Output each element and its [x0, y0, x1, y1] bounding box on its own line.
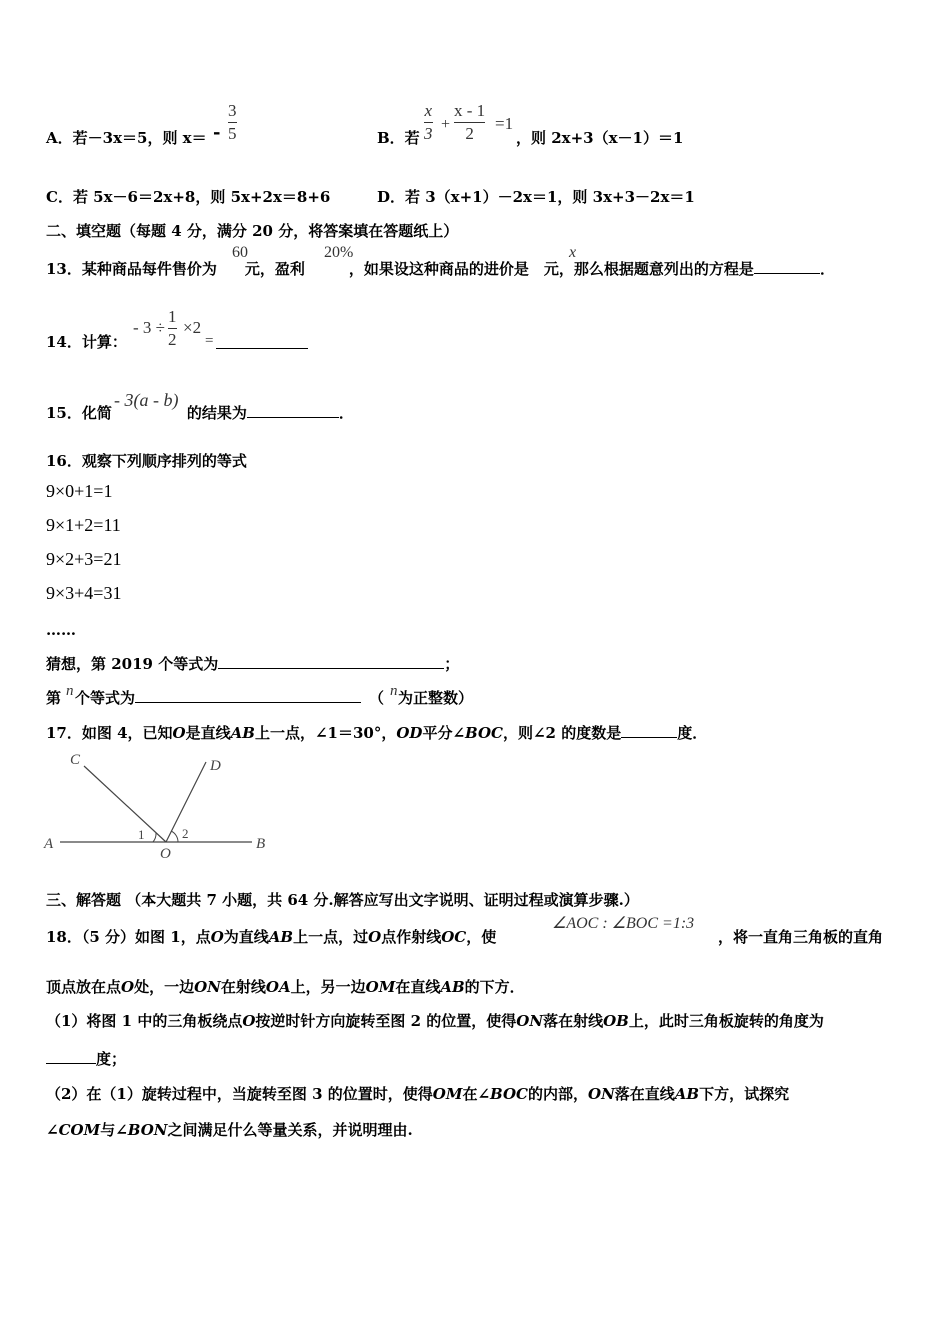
- q12-option-a-fraction: 3 5: [228, 101, 237, 143]
- figure-4-diagram: [40, 750, 280, 865]
- q16-equation-4: 9×3+4=31: [46, 583, 122, 603]
- label-c: C: [70, 752, 81, 768]
- question-18-part-1: （1）将图 1 中的三角板绕点O按逆时针方向旋转至图 2 的位置，使得ON落在射线OB上，此时三角板旋转的角度为: [46, 1012, 824, 1030]
- q17-answer-blank[interactable]: [621, 723, 677, 738]
- label-d: D: [210, 758, 221, 774]
- q13-answer-blank[interactable]: [754, 259, 820, 274]
- q12-option-a-minus: -: [213, 122, 221, 143]
- q12-option-b-fraction-1: x 3: [424, 101, 433, 143]
- question-13: 13．某种商品每件售价为 元，盈利 ，如果设这种商品的进价是 元，那么根据题意列出的方程是 ．: [46, 260, 835, 278]
- question-18-line-1: 18．（5 分）如图 1，点O为直线AB上一点，过O点作射线OC，使: [46, 928, 497, 946]
- q16-equation-1: 9×0+1=1: [46, 481, 113, 501]
- q13-profit-rate: 20%: [324, 244, 354, 261]
- question-18-line-1-end: ，将一直角三角板的直角: [718, 928, 884, 946]
- q14-expression-right: ×2: [183, 318, 202, 337]
- q12-option-d: D．若 3（x+1）－2x＝1，则 3x+3－2x＝1: [377, 188, 695, 206]
- q13-price: 60: [232, 244, 248, 261]
- question-18-part-2-cont: ∠COM与∠BON之间满足什么等量关系，并说明理由.: [46, 1121, 413, 1139]
- question-18-line-2: 顶点放在点O处，一边ON在射线OA上，另一边OM在直线AB的下方．: [46, 978, 525, 996]
- angle-1-arc: [153, 833, 156, 842]
- label-a: A: [44, 836, 54, 852]
- q12-option-c: C．若 5x－6＝2x+8，则 5x+2x＝8+6: [46, 188, 331, 206]
- q16-guess-blank[interactable]: [218, 654, 444, 669]
- q16-nth: 第 个等式为 （ 为正整数）: [46, 689, 474, 707]
- q18-part-1-blank[interactable]: [46, 1049, 96, 1064]
- label-o: O: [160, 846, 171, 862]
- question-17: 17．如图 4，已知O是直线AB上一点，∠1＝30°，OD平分∠BOC，则∠2 的度数是 度．: [46, 724, 708, 742]
- ray-oc: [84, 766, 166, 842]
- q12-option-a: A．若－3x＝5，则 x＝: [46, 129, 207, 147]
- q16-equation-2: 9×1+2=11: [46, 515, 121, 535]
- q12-option-b-conclusion: ，则 2x+3（x－1）＝1: [516, 129, 684, 147]
- q14-equals: =: [205, 333, 214, 349]
- q12-option-b-equals: =1: [495, 114, 514, 133]
- q13-variable-x: x: [569, 244, 577, 261]
- q16-guess: 猜想，第 2019 个等式为 ；: [46, 655, 460, 673]
- question-18-part-2: （2）在（1）旋转过程中，当旋转至图 3 的位置时，使得OM在∠BOC的内部，ON落在直线AB下方，试探究: [46, 1085, 790, 1103]
- question-18-part-1-answer: 度；: [46, 1049, 126, 1069]
- q18-angle-ratio: ∠AOC : ∠BOC =1:3: [552, 915, 695, 932]
- q12-option-b: B．若: [377, 129, 420, 147]
- q14-expression-left: - 3 ÷: [133, 318, 165, 337]
- q16-n-variable-2: n: [390, 683, 398, 699]
- question-14: 14．计算：: [46, 333, 127, 351]
- label-b: B: [256, 836, 266, 852]
- question-16-title: 16．观察下列顺序排列的等式: [46, 452, 247, 470]
- q14-answer-blank[interactable]: [216, 334, 308, 349]
- q14-fraction: 1 2: [168, 307, 177, 349]
- q16-ellipsis: ……: [46, 621, 76, 639]
- q15-expression: - 3(a - b): [114, 390, 179, 410]
- q12-option-b-fraction-2: x - 1 2: [454, 101, 486, 143]
- label-angle-2: 2: [182, 826, 189, 841]
- q16-nth-blank[interactable]: [135, 688, 361, 703]
- q12-option-b-plus: +: [441, 116, 451, 133]
- question-15: 15．化简 的结果为 ．: [46, 404, 354, 422]
- q15-answer-blank[interactable]: [247, 403, 339, 418]
- label-angle-1: 1: [138, 827, 145, 842]
- q16-equation-3: 9×2+3=21: [46, 549, 122, 569]
- q16-n-variable: n: [66, 683, 74, 699]
- angle-2-arc: [171, 831, 178, 842]
- section-2-heading: 二、填空题（每题 4 分，满分 20 分，将答案填在答题纸上）: [46, 222, 459, 240]
- section-3-heading: 三、解答题 （本大题共 7 小题，共 64 分.解答应写出文字说明、证明过程或演算步骤.）: [46, 891, 639, 909]
